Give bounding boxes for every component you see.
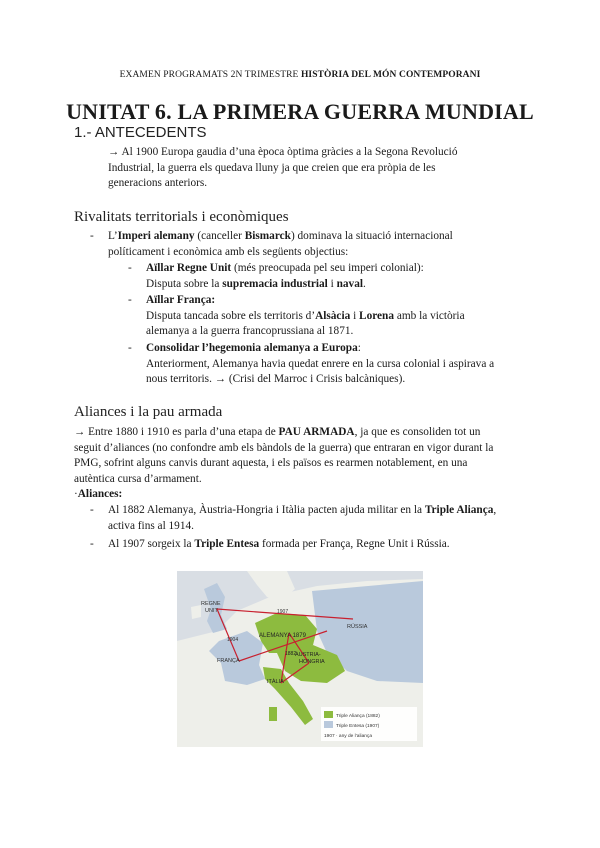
heading-rivalitats: Rivalitats territorials i econòmiques (74, 209, 289, 225)
label-italy: ITÀLIA (267, 679, 284, 685)
p1-bold-pau-armada: PAU ARMADA (278, 426, 355, 438)
item2-text-c: formada per França, Regne Unit i Rússia. (259, 538, 450, 550)
legend-swatch-entente (324, 721, 333, 728)
p1-line-4: autèntica cursa d’armament. (74, 472, 202, 485)
obj1-text-c: i (327, 277, 337, 290)
page-title: UNITAT 6. LA PRIMERA GUERRA MUNDIAL (66, 99, 534, 124)
obj2-line-3: alemanya a la guerra francoprussiana al 1871. (146, 325, 354, 337)
heading-antecedents: 1.- ANTECEDENTS (74, 124, 207, 141)
obj2-bold-alsacia: Alsàcia (315, 309, 351, 322)
legend-year-note: 1907 · any de l’aliança (324, 734, 373, 739)
label-russia: RÚSSIA (347, 624, 368, 630)
bullet-dash: - (90, 504, 94, 516)
intro-text-2: (canceller (194, 230, 245, 242)
obj2-text-c: i (350, 309, 360, 322)
legend-entente: Triple Entesa (1907) (336, 724, 380, 729)
legend-alliance: Triple Aliança (1882) (336, 714, 380, 719)
map-ireland (191, 605, 201, 619)
objective-3-title: Consolidar l’hegemonia alemanya a Europa (146, 342, 358, 354)
antecedents-line-3: generacions anteriors. (108, 177, 208, 189)
aliance-item-1 (108, 503, 496, 534)
label-prefix: · (74, 488, 78, 500)
p1-line-3: PMG, sofrint alguns canvis durant aquesta, i els països es rearmen notablement, en una (74, 457, 468, 469)
antecedents-line-1: → Al 1900 Europa gaudia d’una època òptima gràcies a la Segona Revolució (108, 146, 458, 158)
obj2-text-e: amb la victòria (394, 309, 465, 322)
obj2-text-a: Disputa tancada sobre els territoris d’ (146, 309, 316, 322)
label-austria-1: HONGRIA (299, 659, 325, 665)
legend-swatch-alliance (324, 711, 333, 718)
obj3-line-3: nous territoris. → (Crisi del Marroc i Crisis balcàniques). (146, 373, 406, 385)
rivalitats-intro (108, 229, 453, 260)
label-year-1904: 1904 (227, 637, 239, 643)
objective-1-title: Aïllar Regne Unit (146, 262, 232, 274)
label-france: FRANÇA (217, 658, 240, 664)
bullet-dash: - (90, 230, 94, 242)
aliances-label: Aliances: (77, 488, 123, 500)
item1-bold-triple-alianca: Triple Aliança (424, 504, 494, 516)
obj3-colon: : (357, 342, 361, 354)
label-year-1907: 1907 (277, 609, 289, 615)
intro-text-3: ) dominava la situació internacional (290, 230, 453, 242)
header-prefix: EXAMEN PROGRAMATS 2N TRIMESTRE (119, 70, 299, 80)
header-subject: HISTÒRIA DEL MÓN CONTEMPORANI (300, 70, 481, 80)
item2-bold-triple-entesa: Triple Entesa (194, 538, 260, 550)
item1-line-2: activa fins al 1914. (108, 519, 194, 532)
label-austria-2: ÀUSTRIA- (295, 652, 321, 658)
aliances-paragraph (74, 425, 493, 503)
objective-1-rest: (més preocupada pel seu imperi colonial): (231, 262, 424, 274)
intro-bold-bismarck: Bismarck (244, 230, 291, 242)
objective-2-title: Aïllar França: (146, 294, 216, 306)
map-sardinia (269, 707, 277, 721)
p1-text-a: → Entre 1880 i 1910 es parla d’una etapa de (74, 426, 279, 438)
europe-map-graphic (177, 571, 423, 747)
antecedents-paragraph (108, 145, 457, 192)
bullet-dash: - (128, 342, 132, 354)
bullet-dash: - (128, 262, 132, 274)
obj1-text-a: Disputa sobre la (146, 277, 223, 290)
intro-text-1: L’ (108, 230, 118, 242)
page-header (0, 70, 600, 80)
obj2-bold-lorena: Lorena (359, 309, 394, 322)
bullet-dash: - (90, 538, 94, 550)
intro-bold-imperi: Imperi alemany (117, 230, 195, 242)
p1-text-c: , ja que es consoliden tot un (354, 426, 481, 438)
p1-line-2: seguit d’aliances (no confondre amb els bàndols de la guerra) que entraran en vigor durant la (74, 441, 494, 454)
heading-aliances: Aliances i la pau armada (74, 404, 223, 420)
obj1-bold-naval: naval (336, 277, 363, 290)
objective-2 (146, 293, 465, 340)
objective-1 (146, 261, 424, 292)
aliance-item-2 (108, 537, 450, 553)
obj1-text-e: . (362, 277, 366, 290)
label-uk-2: UNIT (205, 608, 218, 614)
label-uk-1: REGNE (201, 601, 221, 607)
label-year-1882: 1882 (285, 651, 297, 657)
item1-text-c: , (493, 504, 497, 516)
item1-text-a: Al 1882 Alemanya, Àustria-Hongria i Itàlia pacten ajuda militar en la (108, 504, 425, 516)
obj3-line-2: Anteriorment, Alemanya havia quedat enrere en la cursa colonial i aspirava a (146, 357, 495, 370)
label-germany: ALEMANYA 1879 (259, 633, 306, 639)
antecedents-line-2: Industrial, la guerra els quedava lluny ja que creien que era pròpia de les (108, 161, 436, 174)
obj1-bold-industrial: supremacia industrial (222, 277, 328, 290)
bullet-dash: - (128, 294, 132, 306)
intro-line-2: políticament i econòmica amb els següents objectius: (108, 245, 349, 258)
objective-3 (146, 341, 494, 388)
alliances-map (177, 571, 423, 747)
item2-text-a: Al 1907 sorgeix la (108, 538, 195, 550)
